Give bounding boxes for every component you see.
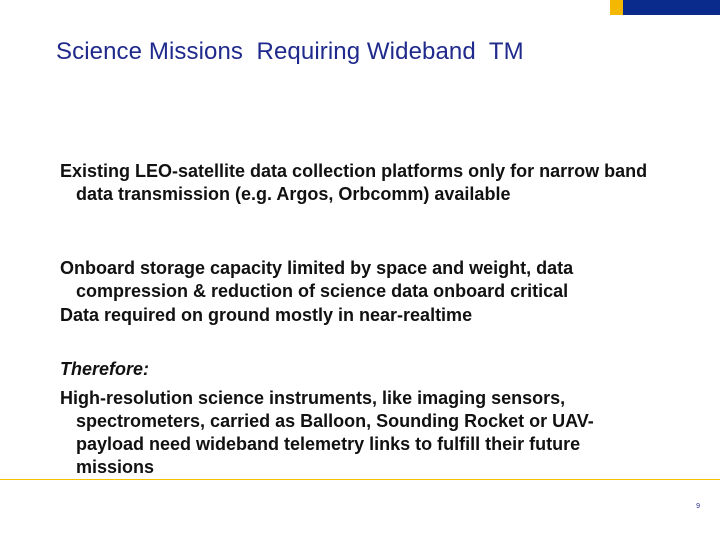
- paragraph-text: Existing LEO-satellite data collection platforms only for narrow band data transmission (e.g. Argos, Orbcomm) available: [60, 161, 648, 204]
- paragraph-text: Data required on ground mostly in near-realtime: [60, 305, 473, 325]
- paragraph-text: High-resolution science instruments, like imaging sensors, spectrometers, carried as Balloon, Sounding Rocket or UAV- payload need wideband telemetry links to fulfill their future missions: [60, 388, 594, 477]
- paragraph-text: Therefore:: [60, 359, 150, 379]
- paragraph-high-resolution: [60, 387, 660, 479]
- paragraph-text: Onboard storage capacity limited by space and weight, data compression & reduction of science data onboard critical: [60, 258, 574, 301]
- paragraph-near-realtime: [60, 304, 660, 327]
- paragraph-therefore: [60, 358, 660, 381]
- corner-accent-yellow: [610, 0, 623, 15]
- slide-title: Science Missions Requiring Wideband TM: [56, 38, 524, 65]
- paragraph-existing-platforms: [60, 160, 660, 206]
- corner-accent-blue: [623, 0, 720, 15]
- footer-divider: [0, 479, 720, 480]
- paragraph-onboard-storage: [60, 257, 660, 303]
- page-number: 9: [696, 503, 700, 510]
